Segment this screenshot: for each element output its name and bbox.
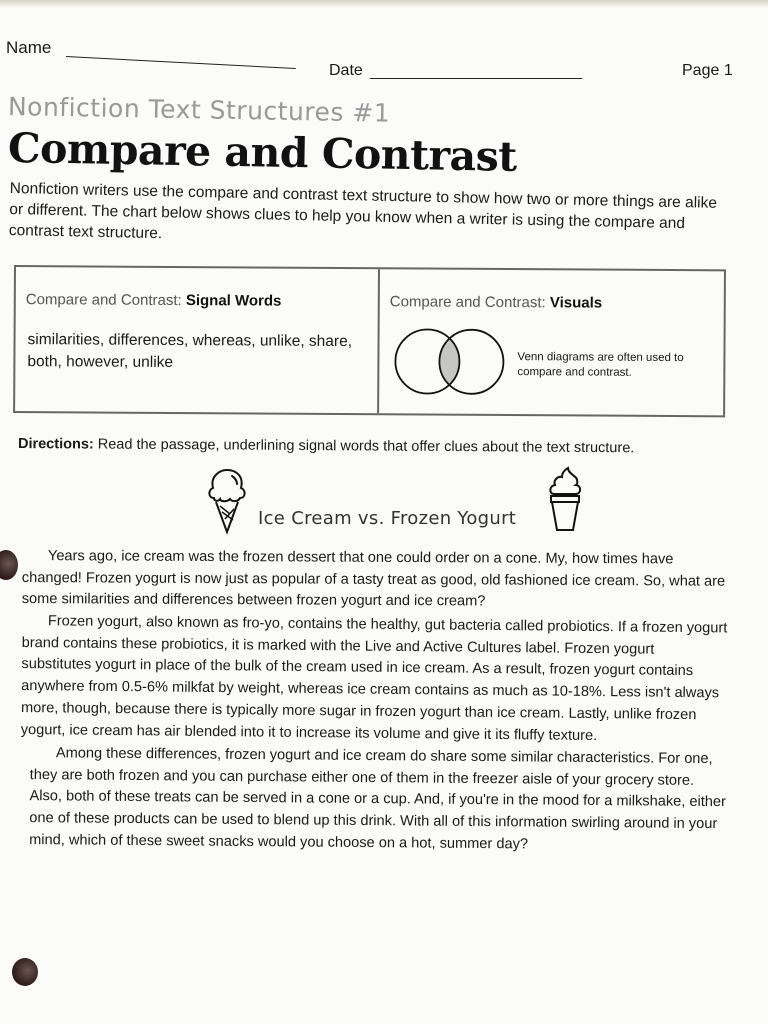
binder-hole-bottom: [12, 958, 38, 986]
directions-text: Read the passage, underlining signal words that offer clues about the text structure.: [93, 436, 635, 457]
signal-words-column: [15, 267, 380, 413]
directions: [18, 436, 738, 457]
intro-paragraph: Nonfiction writers use the compare and contrast text structure to show how two or more things are alike or different. The chart below shows clues to help you know when a writer is using the compare and contrast text structure.: [8, 179, 718, 243]
venn-caption: Venn diagrams are often used to compare and contrast.: [517, 351, 684, 379]
frozen-yogurt-cone-icon: [546, 466, 584, 536]
heading-bold: Visuals: [549, 294, 603, 312]
name-label: Name: [6, 38, 52, 57]
directions-label: Directions:: [17, 436, 94, 453]
date-label: Date: [329, 62, 363, 79]
passage-paragraph-1: Years ago, ice cream was the frozen dessert that one could order on a cone. My, how times have changed! Frozen yogurt is now just as popular of a tasty treat as good, old fashioned ice cream. So, what are some similarities and differences between frozen yogurt and ice cream?: [21, 548, 726, 610]
page-number: Page 1: [682, 62, 733, 79]
binder-hole-top: [0, 550, 18, 580]
venn-diagram-icon: [389, 321, 509, 402]
passage-title-row: [200, 466, 600, 538]
ice-cream-cone-icon: [206, 466, 248, 536]
passage-title: Ice Cream vs. Frozen Yogurt: [258, 508, 517, 529]
visuals-column: [379, 269, 724, 415]
reading-passage: [22, 546, 728, 852]
name-field-line[interactable]: [66, 56, 296, 69]
heading-prefix: Compare and Contrast:: [389, 293, 550, 312]
signal-words-list: similarities, differences, whereas, unlike, share, both, however, unlike: [27, 331, 353, 371]
passage-paragraph-3: Among these differences, frozen yogurt and ice cream do share some similar characteristics. For one, they are both frozen and you can purchase either one of them in the freezer aisle of your grocery store. Also, both of these treats can be served in a cone or a cup. And, if you're in the mood for a milkshake, either one of these products can be used to blend up this drink. With all of this information swirling around in your mind, which of these sweet snacks would you choose on a hot, summer day?: [29, 745, 726, 853]
heading-prefix: Compare and Contrast:: [25, 291, 186, 310]
date-field-line[interactable]: [370, 78, 582, 79]
worksheet-header: [6, 36, 746, 80]
page-title: Compare and Contrast: [7, 124, 518, 181]
page-top-edge-shadow: [0, 0, 768, 8]
series-title: Nonfiction Text Structures #1: [7, 92, 391, 128]
signal-words-heading: [26, 291, 282, 310]
heading-bold: Signal Words: [185, 292, 282, 310]
visuals-heading: [390, 293, 602, 311]
clues-chart: [13, 265, 726, 417]
passage-paragraph-2: Frozen yogurt, also known as fro-yo, contains the healthy, gut bacteria called probiotics. If a frozen yogurt brand contains these probiotics, it is marked with the Live and Active Cultures label. Frozen yogurt substitutes yogurt in place of the bulk of the cream used in ice cream. As a result, frozen yogurt contains anywhere from 0.5-6% milkfat by weight, whereas ice cream contains as much as 10-18%. Less isn't always more, though, because there is typically more sugar in frozen yogurt than ice cream. Lastly, unlike frozen yogurt, ice cream has air blended into it to increase its volume and give it its fluffy texture.: [20, 613, 728, 744]
